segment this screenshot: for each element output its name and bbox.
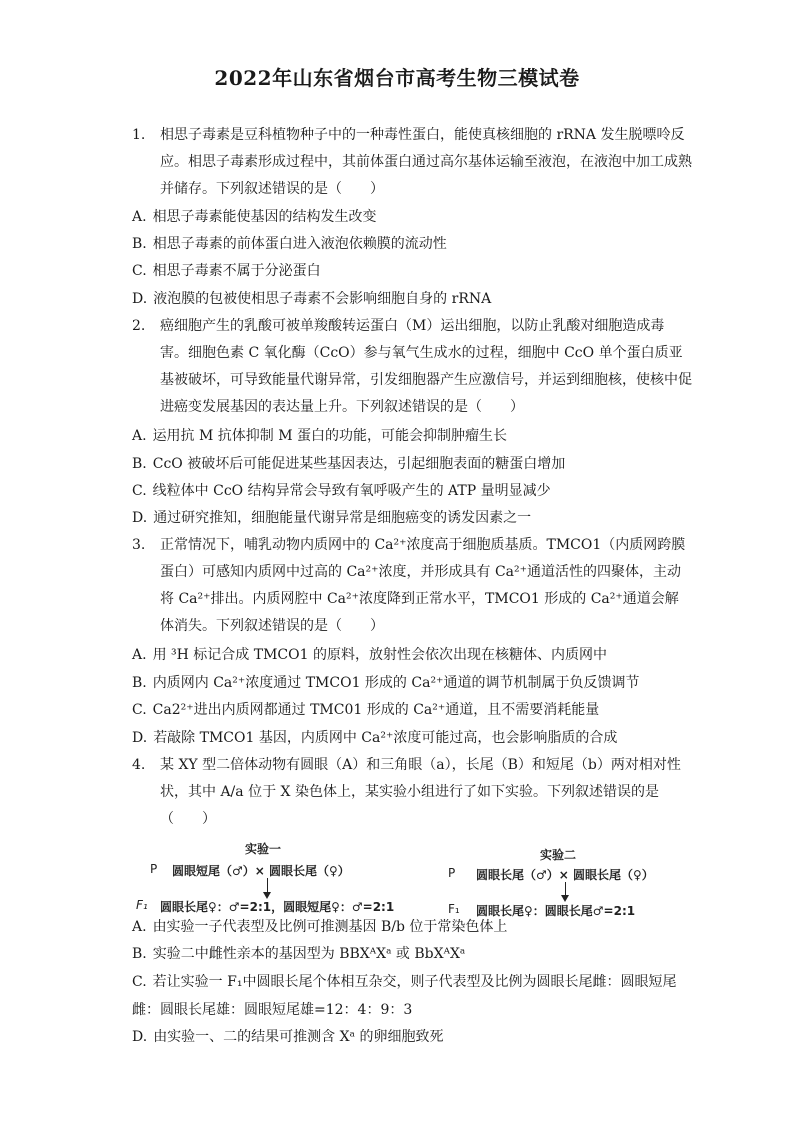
question-stem: 癌细胞产生的乳酸可被单羧酸转运蛋白（M）运出细胞，以防止乳酸对细胞造成毒害。细胞色素 C 氧化酶（CcO）参与氧气生成水的过程，细胞中 CcO 单个蛋白质亚基被破坏，可导致能量代谢异常，引发细胞器产生应激信号，并运到细胞核，使核中促进癌变发展基因的表达量上升。下列叙述错误的是（ ） xyxy=(160,318,692,415)
option-4a[interactable]: A. 由实验一子代表型及比例可推测基因 B/b 位于常染色体上 xyxy=(132,919,508,935)
question-number: 1. xyxy=(132,127,146,143)
exp2-f1-label: F₁ xyxy=(448,902,460,916)
question-stem: 正常情况下，哺乳动物内质网中的 Ca²⁺浓度高于细胞质基质。TMCO1（内质网跨膜蛋白）可感知内质网中过高的 Ca²⁺浓度，并形成具有 Ca²⁺通道活性的四聚体，主动将 Ca²⁺排出。内质网腔中 Ca²⁺浓度降到正常水平，TMCO1 形成的 Ca²⁺通道会解体消失。下列叙述错误的是（ ） xyxy=(160,537,686,634)
option-1d[interactable]: D. 液泡膜的包被使相思子毒素不会影响细胞自身的 rRNA xyxy=(132,291,492,307)
question-number: 3. xyxy=(132,537,146,553)
question-stem: 某 XY 型二倍体动物有圆眼（A）和三角眼（a），长尾（B）和短尾（b）两对相对性状，其中 A/a 位于 X 染色体上，某实验小组进行了如下实验。下列叙述错误的是（ ） xyxy=(160,757,681,827)
option-3a[interactable]: A. 用 ³H 标记合成 TMCO1 的原料，放射性会依次出现在核糖体、内质网中 xyxy=(132,647,607,663)
option-3b[interactable]: B. 内质网内 Ca²⁺浓度通过 TMCO1 形成的 Ca²⁺通道的调节机制属于负反馈调节 xyxy=(132,675,640,691)
option-4b[interactable]: B. 实验二中雌性亲本的基因型为 BBXᴬXᵃ 或 BbXᴬXᵃ xyxy=(132,946,466,962)
exp2-cross: 圆眼长尾（♂）× 圆眼长尾（♀） xyxy=(476,868,654,882)
question-2 xyxy=(132,313,692,421)
question-3 xyxy=(132,532,692,640)
option-1a[interactable]: A. 相思子毒素能使基因的结构发生改变 xyxy=(132,209,377,225)
exp2-arrow xyxy=(565,882,566,895)
exp1-p-label: P xyxy=(150,862,158,876)
exp1-arrow xyxy=(267,878,268,892)
question-number: 4. xyxy=(132,757,146,773)
question-number: 2. xyxy=(132,318,146,334)
option-3c[interactable]: C. Ca2²⁺进出内质网都通过 TMC01 形成的 Ca²⁺通道，且不需要消耗能量 xyxy=(132,702,600,718)
question-stem: 相思子毒素是豆科植物种子中的一种毒性蛋白，能使真核细胞的 rRNA 发生脱嘌呤反应。相思子毒素形成过程中，其前体蛋白通过高尔基体运输至液泡，在液泡中加工成熟并储存。下列叙述错误的是（ ） xyxy=(160,127,692,197)
exp1-f1-result: 圆眼长尾♀：♂=2:1，圆眼短尾♀：♂=2:1 xyxy=(160,900,395,914)
page-title: 2022年山东省烟台市高考生物三模试卷 xyxy=(214,66,580,90)
exp2-title: 实验二 xyxy=(540,848,577,862)
exp2-f1-result: 圆眼长尾♀：圆眼长尾♂=2:1 xyxy=(476,904,636,918)
option-4c[interactable]: C. 若让实验一 F₁中圆眼长尾个体相互杂交，则子代表型及比例为圆眼长尾雌：圆眼短尾雌：圆眼长尾雄：圆眼短尾雄=12：4：9：3 xyxy=(132,974,677,1018)
exp2-p-label: P xyxy=(448,866,456,880)
option-2a[interactable]: A. 运用抗 M 抗体抑制 M 蛋白的功能，可能会抑制肿瘤生长 xyxy=(132,428,508,444)
option-4d[interactable]: D. 由实验一、二的结果可推测含 Xᵃ 的卵细胞致死 xyxy=(132,1029,444,1045)
option-3d[interactable]: D. 若敲除 TMCO1 基因，内质网中 Ca²⁺浓度可能过高，也会影响脂质的合成 xyxy=(132,730,618,746)
option-1b[interactable]: B. 相思子毒素的前体蛋白进入液泡依赖膜的流动性 xyxy=(132,236,447,252)
option-2b[interactable]: B. CcO 被破坏后可能促进某些基因表达，引起细胞表面的糖蛋白增加 xyxy=(132,456,566,472)
option-2c[interactable]: C. 线粒体中 CcO 结构异常会导致有氧呼吸产生的 ATP 量明显减少 xyxy=(132,483,551,499)
option-2d[interactable]: D. 通过研究推知，细胞能量代谢异常是细胞癌变的诱发因素之一 xyxy=(132,510,532,526)
question-4 xyxy=(132,752,692,833)
exp1-f1-label: F₁ xyxy=(136,898,148,912)
question-1 xyxy=(132,122,692,203)
exp1-title: 实验一 xyxy=(245,842,282,856)
option-1c[interactable]: C. 相思子毒素不属于分泌蛋白 xyxy=(132,263,321,279)
exp1-cross: 圆眼短尾（♂）× 圆眼长尾（♀） xyxy=(172,864,350,878)
